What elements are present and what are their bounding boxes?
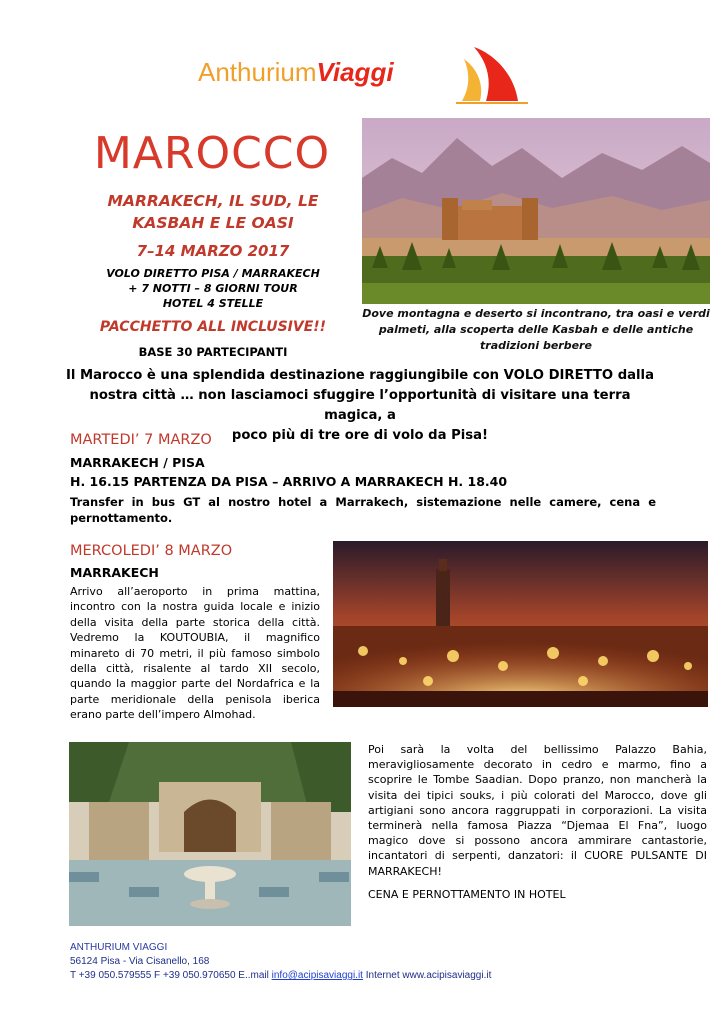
brand-logo xyxy=(198,45,528,105)
subtitle-line: MARRAKECH, IL SUD, LE xyxy=(107,192,319,210)
bahia-palace-photo xyxy=(69,742,351,926)
marrakech-night-photo xyxy=(333,541,708,707)
kasbah-desert-photo xyxy=(362,118,710,304)
footer-agency: ANTHURIUM VIAGGI xyxy=(70,942,168,953)
photo-caption xyxy=(362,306,710,354)
package-badge: PACCHETTO ALL INCLUSIVE!! xyxy=(99,319,327,335)
day1-schedule: H. 16.15 PARTENZA DA PISA – ARRIVO A MARRAKECH H. 18.40 xyxy=(70,474,508,489)
footer-email-link[interactable]: info@acipisaviaggi.it xyxy=(271,970,363,981)
day1-transfer: Transfer in bus GT al nostro hotel a Marrakech, sistemazione nelle camere, cena e pernottamento. xyxy=(70,495,656,525)
caption-line: Dove montagna e deserto si incontrano, tra oasi e verdi xyxy=(362,307,710,320)
footer-internet: Internet www.acipisaviaggi.it xyxy=(362,970,492,981)
trip-dates: 7–14 MARZO 2017 xyxy=(136,242,290,260)
intro-line: Il Marocco è una splendida destinazione raggiungibile con VOLO DIRETTO dalla xyxy=(66,368,654,383)
day2-heading: MERCOLEDI’ 8 MARZO xyxy=(70,543,233,559)
page-subtitle xyxy=(78,190,348,234)
footer-address: 56124 Pisa - Via Cisanello, 168 xyxy=(70,956,210,967)
detail-line: + 7 NOTTI – 8 GIORNI TOUR xyxy=(128,282,298,295)
detail-line: VOLO DIRETTO PISA / MARRAKECH xyxy=(106,267,320,280)
participants-base: BASE 30 PARTECIPANTI xyxy=(138,345,288,359)
intro-line: nostra città … non lasciamoci sfuggire l’opportunità di visitare una terra magica, a xyxy=(89,388,631,423)
intro-line: poco più di tre ore di volo da Pisa! xyxy=(231,428,489,443)
sail-logo-icon xyxy=(456,45,528,105)
page-title: MAROCCO xyxy=(93,128,331,179)
day2-evening-text: CENA E PERNOTTAMENTO IN HOTEL xyxy=(368,888,566,901)
day2-city: MARRAKECH xyxy=(70,565,159,580)
trip-details xyxy=(78,266,348,311)
detail-line: HOTEL 4 STELLE xyxy=(162,297,264,310)
subtitle-line: KASBAH E LE OASI xyxy=(132,214,294,232)
footer-phone: T +39 050.579555 F +39 050.970650 E..mail xyxy=(70,970,272,981)
logo-text-viaggi: Viaggi xyxy=(316,57,394,87)
caption-line: tradizioni berbere xyxy=(480,339,592,352)
day2-afternoon-text: Poi sarà la volta del bellissimo Palazzo Bahia, meravigliosamente decorato in cedro e marmo, fino a scoprire le Tombe Saadian. Dopo pranzo, non mancherà la visita dei tipici souks, i più colorati del Marocco, dove gli artigiani sono ancora raggruppati in corporazioni. La visita terminerà nella famosa Piazza “Djemaa El Fna”, luogo magico dove si possono ancora ammirare cantastorie, incantatori di serpenti, danzatori: il CUORE PULSANTE DI MARRAKECH! xyxy=(368,743,707,878)
day2-morning-text: Arrivo all’aeroporto in prima mattina, incontro con la nostra guida locale e inizio della visita della parte storica della città. Vedremo la KOUTOUBIA, il magnifico minareto di 70 metri, il più famoso simbolo della città, risalente al tardo XII secolo, quando la maggior parte del Nordafrica e la parte meridionale della penisola iberica erano parte dell’impero Almohad. xyxy=(70,585,320,722)
logo-text-anthurium: Anthurium xyxy=(198,57,317,87)
day1-heading: MARTEDI’ 7 MARZO xyxy=(70,432,212,448)
day1-city: MARRAKECH / PISA xyxy=(70,455,205,470)
caption-line: palmeti, alla scoperta delle Kasbah e delle antiche xyxy=(378,323,694,336)
contact-footer xyxy=(70,941,491,983)
footer-contacts xyxy=(70,969,491,983)
